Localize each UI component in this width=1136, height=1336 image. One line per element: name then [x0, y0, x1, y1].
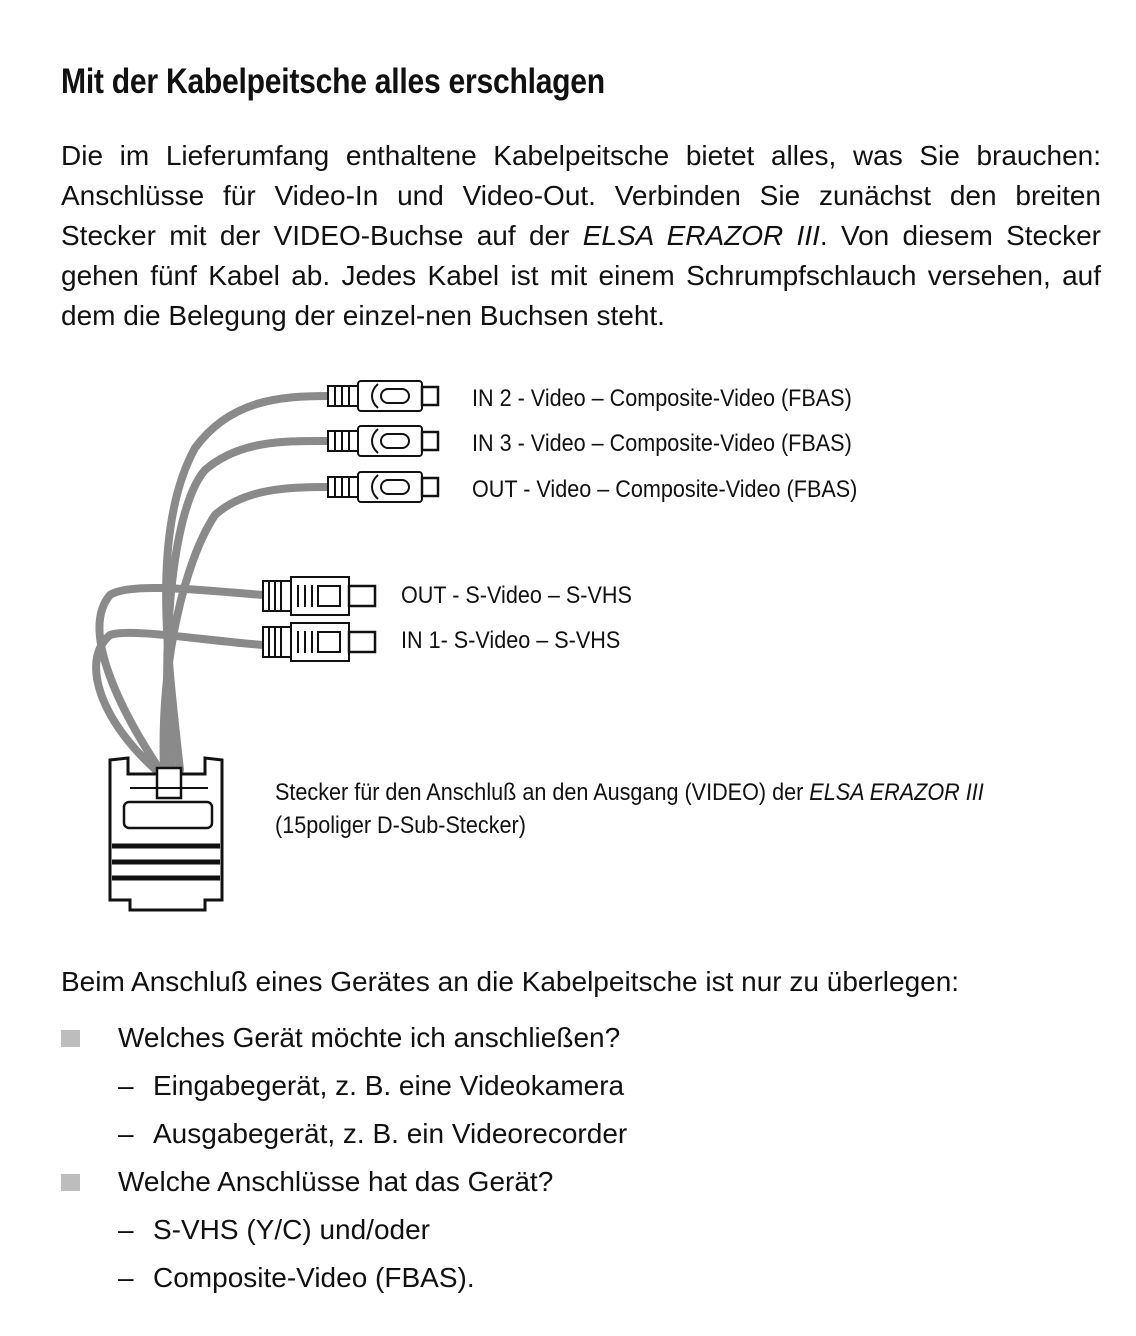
label-connector-line1 [275, 778, 984, 808]
dash-bullet: – [118, 1070, 134, 1101]
intro-text-1: Die im Lieferumfang enthaltene Kabelpeitsche bietet alles, was Sie brauchen: Anschlüsse für Video-In und Video-Out. Verbinden Sie zunächst den breiten Stecker mit der VIDEO-Buchse auf der [61, 140, 1101, 251]
label-out-video: OUT - Video – Composite-Video (FBAS) [472, 476, 858, 503]
answer-text: Eingabegerät, z. B. eine Videokamera [153, 1070, 625, 1101]
label-in2-video: IN 2 - Video – Composite-Video (FBAS) [472, 385, 852, 412]
dash-bullet: – [118, 1262, 134, 1293]
square-bullet-icon [61, 1030, 80, 1047]
label-in3-video: IN 3 - Video – Composite-Video (FBAS) [472, 430, 852, 457]
page-title: Mit der Kabelpeitsche alles erschlagen [61, 62, 605, 101]
answer-text: S-VHS (Y/C) und/oder [153, 1214, 430, 1245]
question-text: Welche Anschlüsse hat das Gerät? [118, 1166, 554, 1197]
question-text: Welches Gerät möchte ich anschließen? [118, 1022, 621, 1053]
product-name: ELSA ERAZOR III [582, 220, 820, 251]
label-out-svideo: OUT - S-Video – S-VHS [401, 582, 632, 609]
intro-text-2: . Von diesem Stecker gehen fünf Kabel ab. Jedes Kabel ist mit einem Schrumpfschlauch versehen, auf dem die Belegung der einzel-nen Buchsen steht. [61, 220, 1102, 331]
intro-paragraph [61, 136, 1101, 336]
answer-text: Composite-Video (FBAS). [153, 1262, 475, 1293]
answer-text: Ausgabegerät, z. B. ein Videorecorder [153, 1118, 628, 1149]
cable-diagram [0, 360, 1136, 920]
connector-product-name: ELSA ERAZOR III [809, 779, 984, 806]
rca-plug-in2 [328, 381, 438, 411]
square-bullet-icon [61, 1174, 80, 1191]
rca-plug-in3 [328, 426, 438, 456]
dsub-connector [110, 758, 222, 910]
svideo-plug-in1 [263, 623, 375, 661]
label-connector-line2: (15poliger D-Sub-Stecker) [275, 812, 526, 839]
label-in1-svideo: IN 1- S-Video – S-VHS [401, 627, 621, 654]
svideo-plug-out [263, 577, 375, 615]
dash-bullet: – [118, 1118, 134, 1149]
rca-plug-out-video [328, 472, 438, 502]
dash-bullet: – [118, 1214, 134, 1245]
connector-text: Stecker für den Anschluß an den Ausgang (VIDEO) der [275, 779, 810, 806]
consideration-intro: Beim Anschluß eines Gerätes an die Kabelpeitsche ist nur zu überlegen: [61, 966, 960, 997]
